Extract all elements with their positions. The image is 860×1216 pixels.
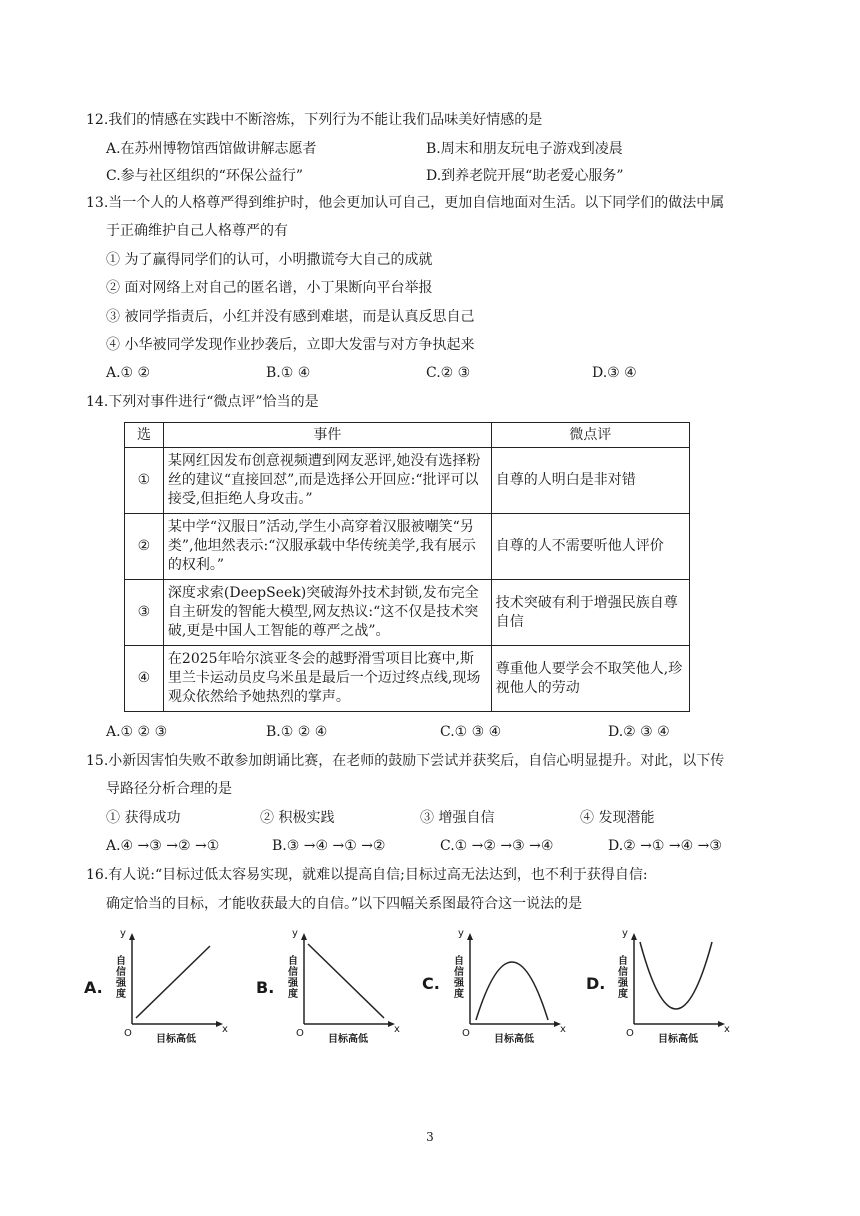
row-comment: 自尊的人不需要听他人评价 — [491, 514, 689, 580]
graph-y-letter: y — [458, 928, 464, 939]
q13-option-c: C.② ③ — [426, 365, 471, 381]
graph-x-letter: x — [724, 1024, 730, 1035]
row-event: 某网红因发布创意视频遭到网友恶评,她没有选择粉丝的建议“直接回怼”,而是选择公开回应:“批评可以接受,但拒绝人身攻击。” — [163, 448, 491, 514]
graph-y-axis-label: 自信强度 — [288, 956, 298, 1000]
graph-y-letter: y — [292, 928, 298, 939]
row-no: ① — [125, 448, 164, 514]
x-axis-arrow — [216, 1021, 223, 1027]
q12-option-d: D.到养老院开展“助老爱心服务” — [426, 168, 624, 184]
graph-x-axis-label: 目标高低 — [328, 1034, 368, 1045]
q12-stem: 12.我们的情感在实践中不断溶炼，下列行为不能让我们品味美好情感的是 — [86, 112, 543, 128]
q13-item-1: ① 为了赢得同学们的认可，小明撒谎夸大自己的成就 — [106, 252, 433, 268]
graph-y-letter: y — [120, 928, 126, 939]
curve-d — [640, 942, 712, 1009]
graph-x-axis-label: 目标高低 — [156, 1034, 196, 1045]
header-event: 事件 — [163, 423, 491, 448]
q15-option-c: C.① →② →③ →④ — [440, 838, 554, 854]
curve-c — [476, 962, 548, 1020]
q13-option-a: A.① ② — [106, 365, 151, 381]
q13-stem-line2: 于正确维护自己人格尊严的有 — [106, 223, 288, 239]
graph-a-plot — [82, 928, 232, 1046]
graph-origin: O — [462, 1028, 470, 1039]
q15-item-3: ③ 增强自信 — [420, 810, 495, 826]
graph-x-letter: x — [560, 1024, 566, 1035]
y-axis-arrow — [301, 933, 307, 940]
table-header-row — [125, 423, 690, 448]
q12-option-a: A.在苏州博物馆西馆做讲解志愿者 — [106, 141, 317, 157]
graph-origin: O — [626, 1028, 634, 1039]
header-no: 选 — [125, 423, 164, 448]
graph-x-letter: x — [394, 1024, 400, 1035]
graph-y-axis-label: 自信强度 — [454, 956, 464, 1000]
q15-option-d: D.② →① →④ →③ — [608, 838, 722, 854]
q14-option-b: B.① ② ④ — [266, 724, 328, 740]
x-axis-arrow — [718, 1021, 725, 1027]
graph-y-axis-label: 自信强度 — [116, 956, 126, 1000]
graph-origin: O — [296, 1028, 304, 1039]
graph-c — [420, 928, 570, 1046]
graph-b-plot — [254, 928, 404, 1046]
q13-item-3: ③ 被同学指责后，小红并没有感到难堪，而是认真反思自己 — [106, 309, 475, 325]
x-axis-arrow — [388, 1021, 395, 1027]
q13-stem-line1: 13.当一个人的人格尊严得到维护时，他会更加认可自己，更加自信地面对生活。以下同学们的做法中属 — [86, 195, 725, 211]
graph-b — [254, 928, 404, 1046]
row-no: ④ — [125, 646, 164, 712]
q13-option-b: B.① ④ — [266, 365, 311, 381]
row-event: 深度求索(DeepSeek)突破海外技术封锁,发布完全自主研发的智能大模型,网友热议:“这不仅是技术突破,更是中国人工智能的尊严之战”。 — [163, 580, 491, 646]
curve-a — [136, 946, 210, 1018]
graph-b-label: B. — [256, 978, 275, 997]
graph-d-plot — [584, 928, 734, 1046]
row-event: 在2025年哈尔滨亚冬会的越野滑雪项目比赛中,斯里兰卡运动员皮乌米虽是最后一个迈过终点线,现场观众依然给予她热烈的掌声。 — [163, 646, 491, 712]
q16-stem-line2: 确定恰当的目标，才能收获最大的自信。”以下四幅关系图最符合这一说法的是 — [106, 896, 583, 912]
table-row — [125, 514, 690, 580]
row-comment: 尊重他人要学会不取笑他人,珍视他人的劳动 — [491, 646, 689, 712]
curve-b — [308, 944, 384, 1018]
q12-option-c: C.参与社区组织的“环保公益行” — [106, 168, 303, 184]
q15-stem-line1: 15.小新因害怕失败不敢参加朗诵比赛，在老师的鼓励下尝试并获奖后，自信心明显提升。对此，以下传 — [86, 753, 725, 769]
q14-option-d: D.② ③ ④ — [608, 724, 670, 740]
q14-option-a: A.① ② ③ — [106, 724, 168, 740]
row-comment: 自尊的人明白是非对错 — [491, 448, 689, 514]
q13-option-d: D.③ ④ — [592, 365, 637, 381]
q12-option-b: B.周末和朋友玩电子游戏到凌晨 — [426, 141, 623, 157]
q16-stem-line1: 16.有人说:“目标过低太容易实现，就难以提高自信;目标过高无法达到，也不利于获得自信: — [86, 867, 648, 883]
graph-c-label: C. — [422, 974, 440, 993]
q14-stem: 14.下列对事件进行“微点评”恰当的是 — [86, 394, 319, 410]
q14-event-table — [124, 422, 690, 712]
row-no: ② — [125, 514, 164, 580]
graph-c-plot — [420, 928, 570, 1046]
q15-item-1: ① 获得成功 — [106, 810, 181, 826]
q15-stem-line2: 导路径分析合理的是 — [106, 781, 232, 797]
graph-x-axis-label: 目标高低 — [658, 1034, 698, 1045]
y-axis-arrow — [129, 933, 135, 940]
graph-d-label: D. — [586, 974, 606, 993]
y-axis-arrow — [631, 933, 637, 940]
q15-option-a: A.④ →③ →② →① — [106, 838, 220, 854]
row-event: 某中学“汉服日”活动,学生小高穿着汉服被嘲笑“另类”,他坦然表示:“汉服承载中华传统美学,我有展示的权利。” — [163, 514, 491, 580]
graph-y-letter: y — [622, 928, 628, 939]
row-no: ③ — [125, 580, 164, 646]
header-comment: 微点评 — [491, 423, 689, 448]
q13-item-2: ② 面对网络上对自己的匿名谱，小丁果断向平台举报 — [106, 280, 433, 296]
graph-origin: O — [124, 1028, 132, 1039]
graph-x-letter: x — [222, 1024, 228, 1035]
x-axis-arrow — [554, 1021, 561, 1027]
row-comment: 技术突破有利于增强民族自尊自信 — [491, 580, 689, 646]
page-number: 3 — [426, 1130, 434, 1144]
q13-item-4: ④ 小华被同学发现作业抄袭后，立即大发雷与对方争执起来 — [106, 337, 475, 353]
graph-a — [82, 928, 232, 1046]
graph-x-axis-label: 目标高低 — [494, 1034, 534, 1045]
graph-d — [584, 928, 734, 1046]
table-row — [125, 448, 690, 514]
q15-item-2: ② 积极实践 — [260, 810, 335, 826]
q15-item-4: ④ 发现潜能 — [580, 810, 655, 826]
y-axis-arrow — [467, 933, 473, 940]
graph-y-axis-label: 自信强度 — [618, 956, 628, 1000]
q14-option-c: C.① ③ ④ — [440, 724, 502, 740]
table-row — [125, 580, 690, 646]
graph-a-label: A. — [84, 978, 103, 997]
table-row — [125, 646, 690, 712]
q15-option-b: B.③ →④ →① →② — [272, 838, 386, 854]
